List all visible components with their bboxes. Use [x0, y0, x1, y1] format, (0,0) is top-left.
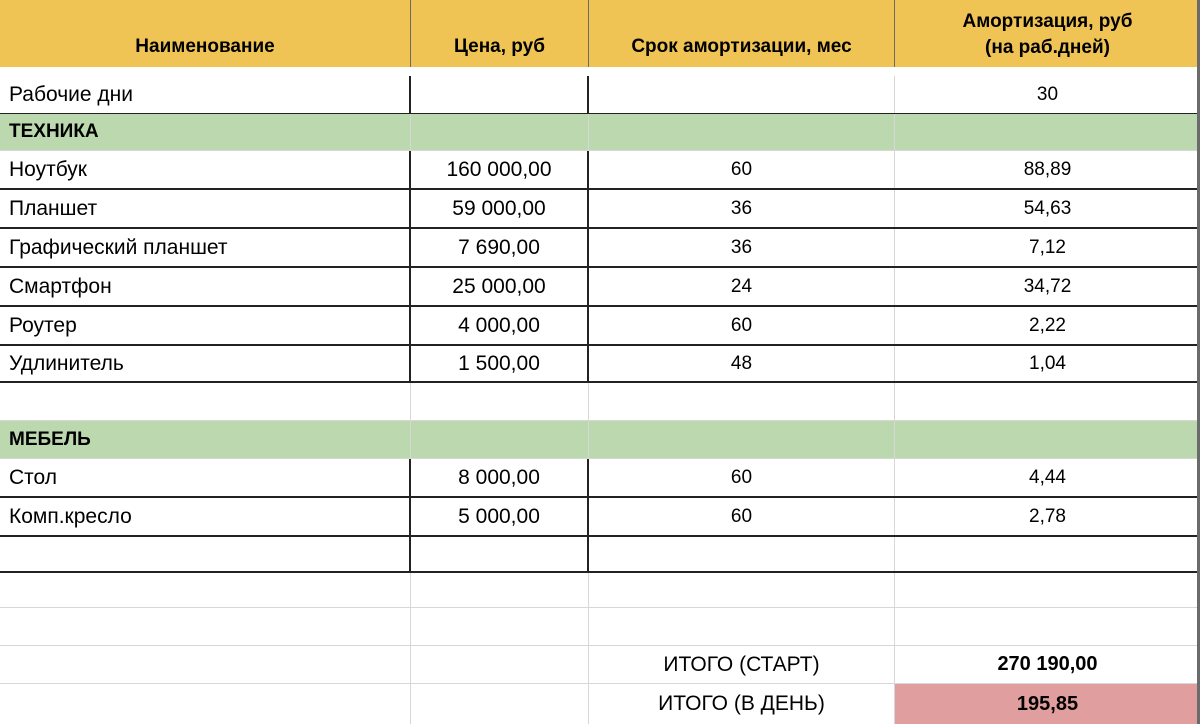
item-name[interactable]: Удлинитель [0, 346, 411, 381]
item-price[interactable]: 7 690,00 [411, 229, 589, 266]
item-amortization[interactable]: 54,63 [1023, 197, 1072, 219]
header-price[interactable]: Цена, руб [411, 0, 589, 67]
item-price[interactable]: 1 500,00 [411, 346, 589, 381]
empty-cell[interactable] [589, 608, 895, 645]
furniture-section-empty-2[interactable] [411, 421, 589, 458]
item-term[interactable]: 36 [589, 229, 895, 266]
item-amortization[interactable]: 34,72 [1023, 275, 1072, 297]
item-amortization[interactable]: 1,04 [1029, 352, 1066, 374]
total-start-row [0, 646, 1200, 684]
total-start-label[interactable]: ИТОГО (СТАРТ) [589, 646, 895, 683]
tech-section-empty-2[interactable] [411, 114, 589, 150]
empty-cell[interactable] [895, 383, 1200, 420]
header-amortization-line2: (на раб.дней) [985, 36, 1110, 58]
work-days-row [0, 76, 1200, 115]
table-row [0, 459, 1200, 498]
empty-cell[interactable] [589, 383, 895, 420]
item-name[interactable]: Смартфон [0, 268, 411, 305]
header-term[interactable]: Срок амортизации, мес [589, 0, 895, 67]
total-daily-value[interactable]: 195,85 [895, 684, 1200, 724]
item-name[interactable]: Комп.кресло [0, 498, 411, 535]
item-price[interactable]: 160 000,00 [411, 151, 589, 188]
empty-cell[interactable] [411, 684, 589, 724]
item-price[interactable]: 59 000,00 [411, 190, 589, 227]
furniture-section-empty-4[interactable] [895, 421, 1200, 458]
item-name[interactable]: Ноутбук [0, 151, 411, 188]
item-term[interactable]: 60 [589, 498, 895, 535]
item-price[interactable]: 5 000,00 [411, 498, 589, 535]
total-start-value[interactable]: 270 190,00 [997, 653, 1098, 675]
furniture-section-title: МЕБЕЛЬ [9, 428, 91, 450]
item-amortization[interactable]: 2,78 [1029, 505, 1066, 527]
table-row [0, 151, 1200, 190]
item-term[interactable]: 60 [589, 307, 895, 344]
empty-cell[interactable] [589, 537, 895, 571]
table-row [0, 346, 1200, 383]
work-days-label[interactable]: Рабочие дни [0, 76, 411, 113]
item-amortization[interactable]: 88,89 [1023, 158, 1072, 180]
item-name[interactable]: Стол [0, 459, 411, 496]
empty-cell[interactable] [0, 537, 411, 571]
table-row [0, 498, 1200, 537]
empty-cell[interactable] [895, 537, 1200, 571]
empty-row [0, 383, 1200, 421]
item-term[interactable]: 60 [589, 151, 895, 188]
furniture-section-cell[interactable] [0, 421, 411, 458]
header-name[interactable]: Наименование [0, 0, 411, 67]
empty-cell[interactable] [0, 608, 411, 645]
item-term[interactable]: 48 [589, 346, 895, 381]
table-row [0, 268, 1200, 307]
empty-row [0, 573, 1200, 608]
empty-cell[interactable] [411, 383, 589, 420]
work-days-term-cell[interactable] [589, 76, 895, 113]
furniture-section-empty-3[interactable] [589, 421, 895, 458]
item-amortization[interactable]: 7,12 [1029, 236, 1066, 258]
item-term[interactable]: 36 [589, 190, 895, 227]
total-daily-label[interactable]: ИТОГО (В ДЕНЬ) [589, 684, 895, 724]
item-price[interactable]: 25 000,00 [411, 268, 589, 305]
furniture-section-row [0, 421, 1200, 459]
header-amortization[interactable] [895, 0, 1200, 67]
empty-cell[interactable] [0, 684, 411, 724]
item-amortization[interactable]: 2,22 [1029, 314, 1066, 336]
item-term[interactable]: 60 [589, 459, 895, 496]
empty-cell[interactable] [0, 383, 411, 420]
tech-section-title: ТЕХНИКА [9, 121, 99, 142]
item-term[interactable]: 24 [589, 268, 895, 305]
empty-cell[interactable] [0, 646, 411, 683]
header-amortization-line1: Амортизация, руб [962, 10, 1133, 32]
table-row [0, 307, 1200, 346]
item-price[interactable]: 8 000,00 [411, 459, 589, 496]
empty-cell[interactable] [411, 537, 589, 571]
empty-cell[interactable] [895, 573, 1200, 607]
tech-section-row [0, 114, 1200, 151]
empty-row [0, 537, 1200, 573]
item-amortization[interactable]: 4,44 [1029, 466, 1066, 488]
header-row [0, 0, 1200, 67]
empty-row [0, 608, 1200, 646]
item-name[interactable]: Роутер [0, 307, 411, 344]
work-days-price-cell[interactable] [411, 76, 589, 113]
empty-cell[interactable] [411, 608, 589, 645]
item-price[interactable]: 4 000,00 [411, 307, 589, 344]
table-row [0, 190, 1200, 229]
empty-cell[interactable] [411, 646, 589, 683]
tech-section-cell[interactable] [0, 114, 411, 150]
table-row [0, 229, 1200, 268]
empty-cell[interactable] [0, 573, 411, 607]
empty-cell[interactable] [895, 608, 1200, 645]
tech-section-empty-3[interactable] [589, 114, 895, 150]
empty-cell[interactable] [589, 573, 895, 607]
item-name[interactable]: Графический планшет [0, 229, 411, 266]
total-daily-row [0, 684, 1200, 724]
work-days-value[interactable]: 30 [1036, 83, 1059, 105]
tech-section-empty-4[interactable] [895, 114, 1200, 150]
empty-cell[interactable] [411, 573, 589, 607]
item-name[interactable]: Планшет [0, 190, 411, 227]
